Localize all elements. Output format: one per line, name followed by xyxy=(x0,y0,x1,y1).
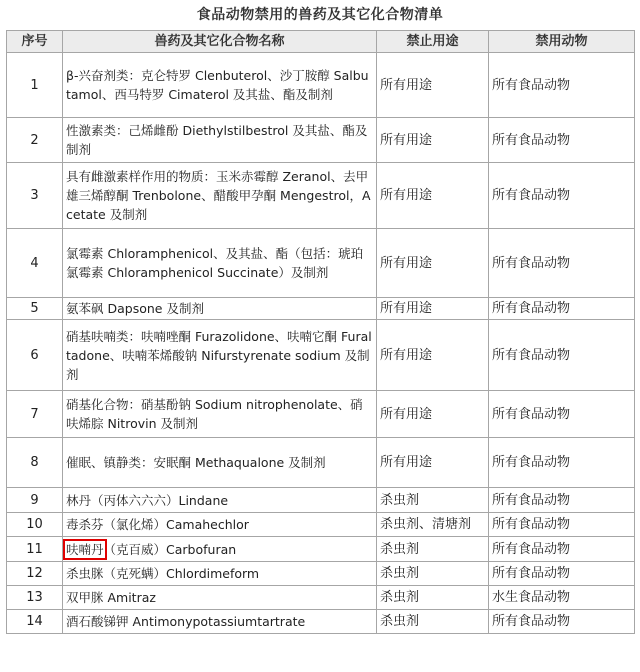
row-number: 2 xyxy=(7,118,63,163)
substance-name: 氨苯砜 Dapsone 及制剂 xyxy=(63,298,377,320)
row-number: 3 xyxy=(7,163,63,229)
table-row xyxy=(7,298,635,320)
header-animal: 禁用动物 xyxy=(489,31,635,53)
prohibited-animal: 所有食品动物 xyxy=(489,488,635,513)
prohibited-use: 杀虫剂 xyxy=(377,488,489,513)
table-row xyxy=(7,513,635,537)
prohibited-animal: 所有食品动物 xyxy=(489,118,635,163)
substance-name: 毒杀芬（氯化烯）Camahechlor xyxy=(63,513,377,537)
substance-name: 催眠、镇静类：安眠酮 Methaqualone 及制剂 xyxy=(63,438,377,488)
substance-name: 林丹（丙体六六六）Lindane xyxy=(63,488,377,513)
highlighted-substance: 呋喃丹 xyxy=(66,541,104,557)
prohibited-animal: 所有食品动物 xyxy=(489,438,635,488)
table-row xyxy=(7,537,635,562)
page-title: 食品动物禁用的兽药及其它化合物清单 xyxy=(196,7,444,23)
prohibited-use: 杀虫剂 xyxy=(377,586,489,610)
prohibited-animal: 所有食品动物 xyxy=(489,610,635,634)
table-row xyxy=(7,586,635,610)
row-number: 14 xyxy=(7,610,63,634)
prohibited-use: 所有用途 xyxy=(377,163,489,229)
substance-name: 硝基化合物：硝基酚钠 Sodium nitrophenolate、硝呋烯腙 Nitrovin 及制剂 xyxy=(63,391,377,438)
row-number: 8 xyxy=(7,438,63,488)
table-row xyxy=(7,320,635,391)
row-number: 12 xyxy=(7,562,63,586)
table-row xyxy=(7,391,635,438)
row-number: 10 xyxy=(7,513,63,537)
prohibited-use: 杀虫剂、清塘剂 xyxy=(377,513,489,537)
prohibited-use: 所有用途 xyxy=(377,53,489,118)
prohibited-animal: 所有食品动物 xyxy=(489,298,635,320)
row-number: 13 xyxy=(7,586,63,610)
table-header-row xyxy=(7,31,635,53)
table-row xyxy=(7,229,635,298)
substance-name: 氯霉素 Chloramphenicol、及其盐、酯（包括：琥珀氯霉素 Chloramphenicol Succinate）及制剂 xyxy=(63,229,377,298)
prohibited-use: 所有用途 xyxy=(377,320,489,391)
prohibited-use: 所有用途 xyxy=(377,229,489,298)
substance-name: 杀虫脒（克死螨）Chlordimeform xyxy=(63,562,377,586)
prohibited-animal: 所有食品动物 xyxy=(489,229,635,298)
substance-name: 硝基呋喃类：呋喃唑酮 Furazolidone、呋喃它酮 Furaltadone、呋喃苯烯酸钠 Nifurstyrenate sodium 及制剂 xyxy=(63,320,377,391)
table-row xyxy=(7,488,635,513)
header-no: 序号 xyxy=(7,31,63,53)
row-number: 5 xyxy=(7,298,63,320)
substance-name: 性激素类：己烯雌酚 Diethylstilbestrol 及其盐、酯及制剂 xyxy=(63,118,377,163)
header-use: 禁止用途 xyxy=(377,31,489,53)
prohibited-use: 杀虫剂 xyxy=(377,537,489,562)
table-row xyxy=(7,53,635,118)
substance-name xyxy=(63,537,377,562)
banned-substances-table xyxy=(6,30,635,634)
table-row xyxy=(7,610,635,634)
prohibited-use: 所有用途 xyxy=(377,118,489,163)
prohibited-animal: 所有食品动物 xyxy=(489,391,635,438)
table-row xyxy=(7,118,635,163)
substance-name-rest: （克百威）Carbofuran xyxy=(103,541,237,557)
header-name: 兽药及其它化合物名称 xyxy=(63,31,377,53)
prohibited-animal: 水生食品动物 xyxy=(489,586,635,610)
substance-name: 酒石酸锑钾 Antimonypotassiumtartrate xyxy=(63,610,377,634)
substance-name: 双甲脒 Amitraz xyxy=(63,586,377,610)
row-number: 9 xyxy=(7,488,63,513)
table-row xyxy=(7,562,635,586)
prohibited-use: 所有用途 xyxy=(377,391,489,438)
prohibited-animal: 所有食品动物 xyxy=(489,320,635,391)
row-number: 4 xyxy=(7,229,63,298)
row-number: 1 xyxy=(7,53,63,118)
prohibited-use: 杀虫剂 xyxy=(377,610,489,634)
prohibited-animal: 所有食品动物 xyxy=(489,163,635,229)
prohibited-use: 所有用途 xyxy=(377,298,489,320)
substance-name: β-兴奋剂类：克仑特罗 Clenbuterol、沙丁胺醇 Salbutamol、西马特罗 Cimaterol 及其盐、酯及制剂 xyxy=(63,53,377,118)
row-number: 7 xyxy=(7,391,63,438)
table-row xyxy=(7,438,635,488)
table-row xyxy=(7,163,635,229)
prohibited-animal: 所有食品动物 xyxy=(489,562,635,586)
prohibited-animal: 所有食品动物 xyxy=(489,53,635,118)
prohibited-animal: 所有食品动物 xyxy=(489,537,635,562)
prohibited-animal: 所有食品动物 xyxy=(489,513,635,537)
prohibited-use: 杀虫剂 xyxy=(377,562,489,586)
row-number: 11 xyxy=(7,537,63,562)
prohibited-use: 所有用途 xyxy=(377,438,489,488)
substance-name: 具有雌激素样作用的物质：玉米赤霉醇 Zeranol、去甲雄三烯醇酮 Trenbolone、醋酸甲孕酮 Mengestrol，Acetate 及制剂 xyxy=(63,163,377,229)
row-number: 6 xyxy=(7,320,63,391)
